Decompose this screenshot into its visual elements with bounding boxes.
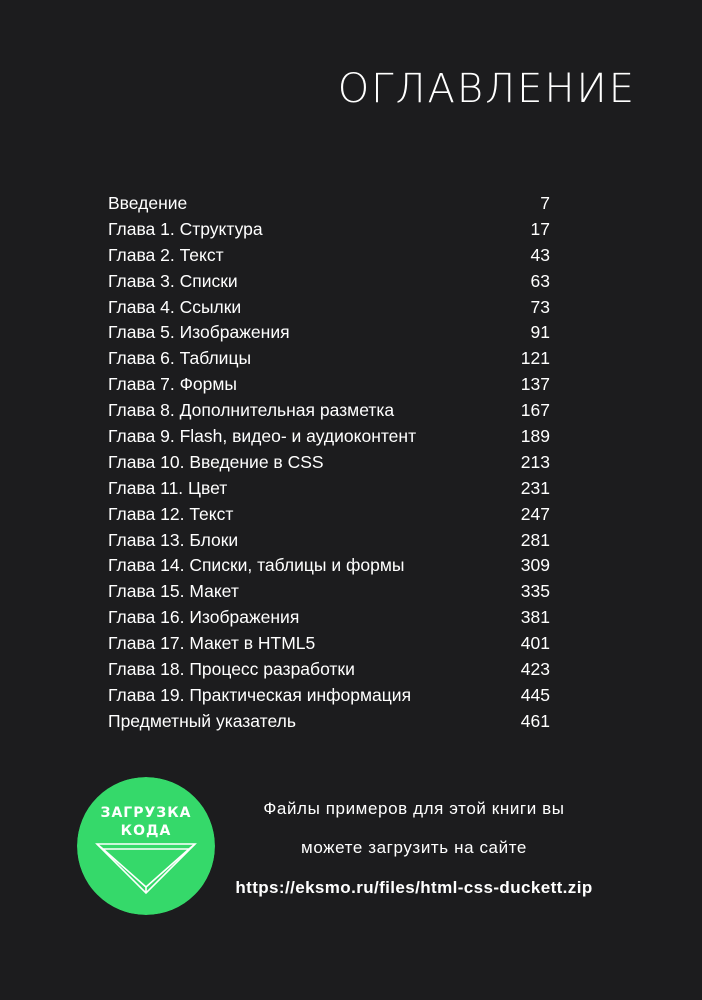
toc-entry[interactable] [108,631,550,657]
toc-entry-page: 335 [520,581,550,602]
toc-entry-page: 17 [530,218,550,239]
toc-entry-page: 461 [520,710,550,731]
badge-graphic [77,777,215,915]
toc-entry[interactable] [108,450,550,476]
toc-entry[interactable] [108,605,550,631]
toc-entry-title: Глава 3. Списки [108,270,238,291]
code-download-badge [77,777,215,915]
toc-entry[interactable] [108,320,550,346]
toc-entry-title: Глава 1. Структура [108,218,263,239]
toc-entry[interactable] [108,191,550,217]
download-info [200,790,628,908]
toc-entry[interactable] [108,709,550,735]
toc-entry-page: 281 [520,529,550,550]
toc-entry-page: 63 [530,270,550,291]
toc-entry-title: Глава 11. Цвет [108,477,228,498]
toc-entry-page: 7 [540,193,550,213]
toc-entry[interactable] [108,398,550,424]
toc-entry-title: Глава 8. Дополнительная разметка [108,400,395,421]
toc-entry-title: Предметный указатель [108,710,296,731]
download-text-line2: можете загрузить на сайте [301,838,527,857]
toc-entry-page: 167 [520,400,550,421]
toc-entry-page: 43 [530,244,550,265]
toc-entry[interactable] [108,683,550,709]
download-url-link[interactable]: https://eksmo.ru/files/html-css-duckett.zip [235,878,593,897]
toc-entry-page: 401 [520,633,550,654]
page-title: ОГЛАВЛЕНИЕ [337,66,636,112]
toc-entry-title: Глава 18. Процесс разработки [108,659,355,680]
toc-entry-title: Глава 14. Списки, таблицы и формы [108,555,405,576]
download-text-line1: Файлы примеров для этой книги вы [263,799,565,818]
table-of-contents [108,191,550,735]
toc-entry[interactable] [108,372,550,398]
toc-entry-title: Глава 10. Введение в CSS [108,451,324,472]
toc-entry-page: 423 [520,659,550,680]
toc-entry[interactable] [108,243,550,269]
toc-entry[interactable] [108,269,550,295]
toc-entry[interactable] [108,553,550,579]
toc-entry-page: 381 [520,607,550,628]
toc-entry-title: Глава 19. Практическая информация [108,684,412,705]
toc-entry-page: 445 [520,684,550,705]
toc-entry-title: Глава 13. Блоки [108,529,239,550]
badge-circle [77,777,215,915]
toc-entry-title: Глава 4. Ссылки [108,296,242,317]
toc-entry[interactable] [108,295,550,321]
toc-entry-page: 189 [520,426,550,447]
toc-entry[interactable] [108,217,550,243]
toc-entry[interactable] [108,657,550,683]
badge-line2: КОДА [120,823,172,839]
toc-entry[interactable] [108,476,550,502]
toc-entry-page: 309 [520,555,550,576]
toc-entry[interactable] [108,502,550,528]
toc-entry-title: Глава 9. Flash, видео- и аудиоконтент [108,426,417,447]
toc-entry-page: 73 [530,296,550,317]
toc-entry-title: Глава 6. Таблицы [108,348,252,369]
badge-line1: ЗАГРУЗКА [100,805,192,821]
toc-entry-title: Глава 16. Изображения [108,607,300,628]
toc-entry-title: Глава 5. Изображения [108,322,290,343]
toc-entry-title: Введение [108,193,188,213]
toc-entry-page: 137 [520,374,550,395]
toc-entry-page: 213 [520,451,550,472]
toc-entry-title: Глава 15. Макет [108,581,239,602]
toc-entry-page: 121 [520,348,550,369]
toc-entry[interactable] [108,579,550,605]
toc-entry-title: Глава 12. Текст [108,503,234,524]
toc-entry[interactable] [108,528,550,554]
toc-entry-page: 91 [530,322,550,343]
toc-entry-page: 247 [520,503,550,524]
toc-entry-title: Глава 17. Макет в HTML5 [108,633,316,654]
toc-entry[interactable] [108,424,550,450]
toc-entry-page: 231 [520,477,550,498]
toc-entry[interactable] [108,346,550,372]
toc-entry-title: Глава 7. Формы [108,374,237,395]
toc-entry-title: Глава 2. Текст [108,244,224,265]
